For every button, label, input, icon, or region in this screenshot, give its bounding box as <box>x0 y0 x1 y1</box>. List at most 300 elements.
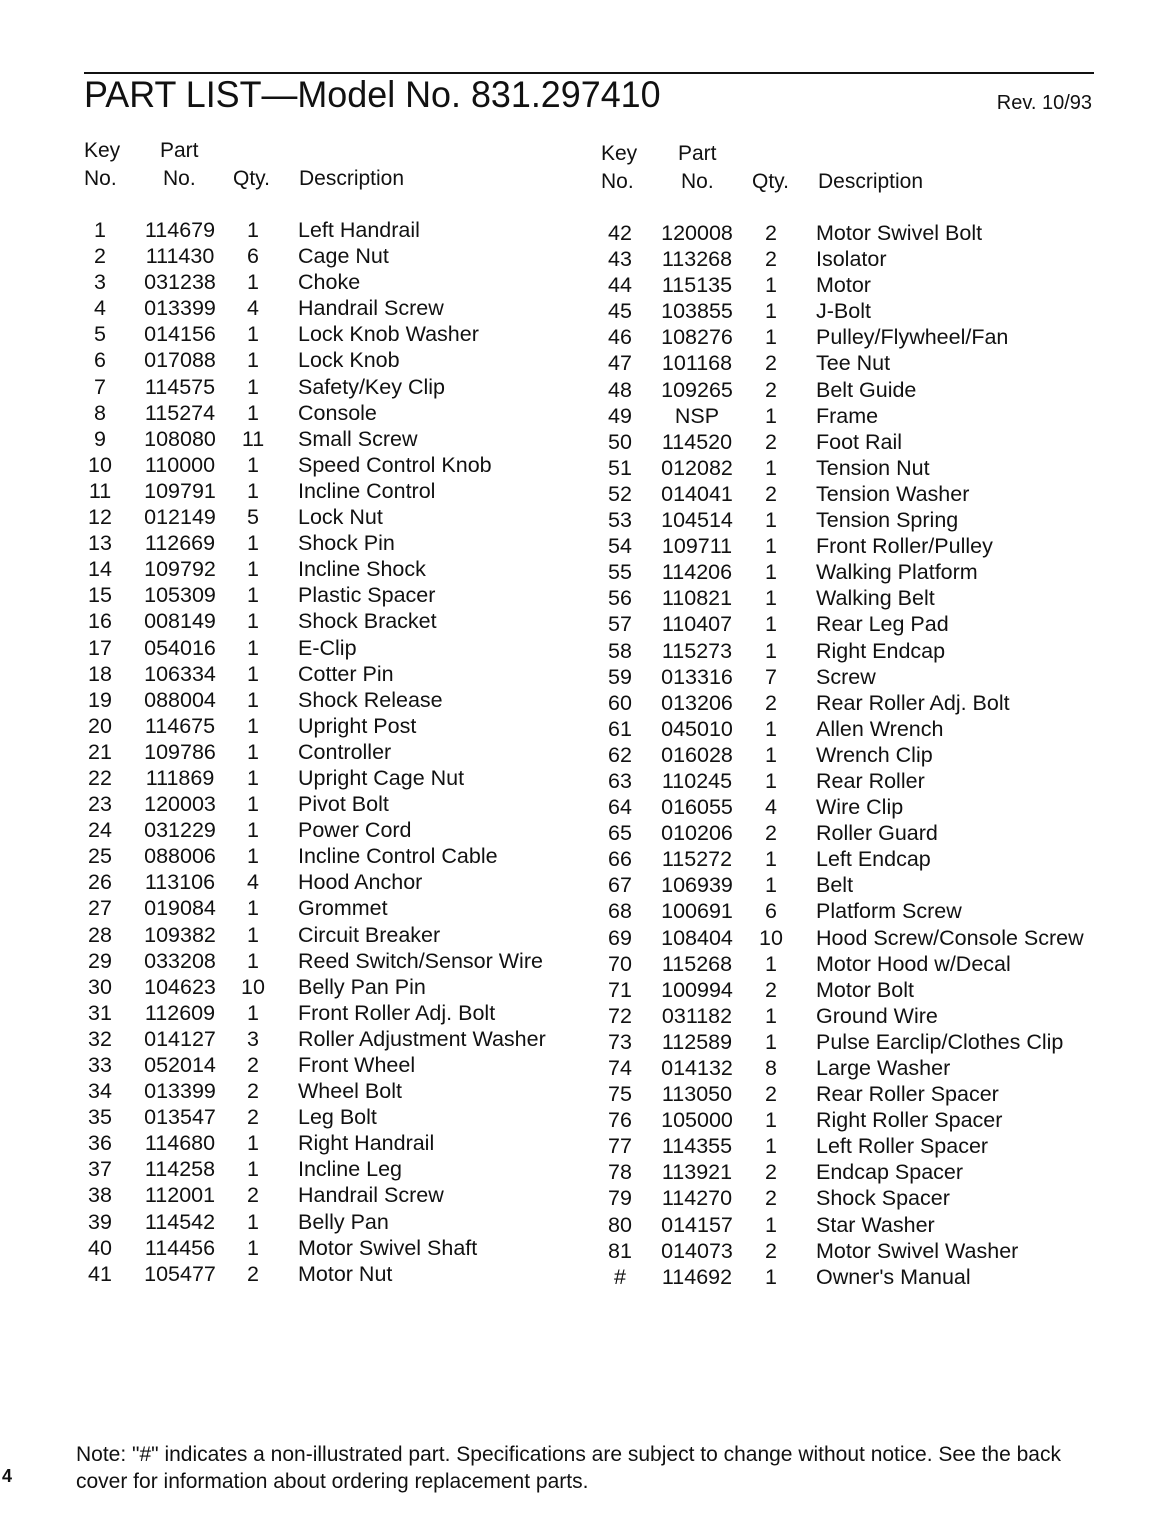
description-cell: Left Roller Spacer <box>816 1134 989 1159</box>
table-row <box>598 664 1118 690</box>
part-number-cell: 114542 <box>144 1209 216 1234</box>
quantity-cell: 1 <box>765 299 777 324</box>
part-number-cell: 113268 <box>661 247 733 272</box>
description-cell: Cotter Pin <box>298 661 394 686</box>
description-cell: Motor <box>816 273 871 298</box>
key-cell: 47 <box>608 351 632 376</box>
part-number-cell: 112669 <box>144 531 216 556</box>
key-cell: 9 <box>94 426 106 451</box>
right-part-header <box>678 140 717 196</box>
quantity-cell: 1 <box>765 742 777 767</box>
part-number-cell: 109786 <box>144 739 216 764</box>
key-cell: 12 <box>88 505 112 530</box>
description-cell: Shock Bracket <box>298 609 437 634</box>
table-row <box>598 716 1118 742</box>
description-cell: Roller Adjustment Washer <box>298 1026 546 1051</box>
table-row <box>80 635 580 661</box>
description-cell: Rear Leg Pad <box>816 612 949 637</box>
description-cell: Foot Rail <box>816 429 903 454</box>
left-part-header <box>160 137 199 193</box>
part-number-cell: 104623 <box>144 974 216 999</box>
quantity-cell: 1 <box>247 739 259 764</box>
quantity-cell: 1 <box>765 560 777 585</box>
description-cell: Wrench Clip <box>816 742 933 767</box>
quantity-cell: 1 <box>247 400 259 425</box>
page-title: PART LIST—Model No. 831.297410 <box>84 74 661 115</box>
key-cell: 66 <box>608 847 632 872</box>
quantity-cell: 2 <box>765 221 777 245</box>
part-number-cell: 109382 <box>144 922 216 947</box>
table-row <box>598 898 1118 924</box>
quantity-cell: 6 <box>247 244 259 269</box>
quantity-cell: 1 <box>247 452 259 477</box>
quantity-cell: 1 <box>765 1134 777 1159</box>
part-number-cell: 115272 <box>661 847 733 872</box>
parts-table-right <box>598 220 1118 1290</box>
part-number-cell: 013399 <box>144 296 216 321</box>
description-cell: Incline Shock <box>298 557 426 582</box>
key-cell: 42 <box>608 221 632 245</box>
key-cell: 19 <box>88 687 112 712</box>
key-cell: 64 <box>608 795 632 820</box>
quantity-cell: 8 <box>765 1056 777 1080</box>
description-cell: Front Wheel <box>298 1053 416 1077</box>
parts-table-left <box>80 217 580 1287</box>
quantity-cell: 1 <box>247 661 259 686</box>
table-row <box>598 272 1118 298</box>
key-cell: 60 <box>608 690 632 715</box>
key-cell: 30 <box>88 974 112 999</box>
quantity-cell: 1 <box>247 922 259 947</box>
description-cell: Incline Leg <box>298 1157 402 1182</box>
table-row <box>80 817 580 843</box>
part-number-cell: 110821 <box>661 586 733 611</box>
table-row <box>80 347 580 373</box>
table-row <box>598 794 1118 820</box>
left-description-header: Description <box>299 167 405 190</box>
quantity-cell: 4 <box>247 870 259 895</box>
description-cell: Plastic Spacer <box>298 583 436 608</box>
table-row <box>598 872 1118 898</box>
key-cell: 18 <box>88 661 112 686</box>
part-number-cell: 114456 <box>144 1235 216 1260</box>
part-number-cell: 031182 <box>661 1003 733 1028</box>
table-row <box>598 220 1118 246</box>
quantity-cell: 2 <box>247 1261 259 1286</box>
part-number-cell: 014073 <box>661 1238 733 1263</box>
table-row <box>598 977 1118 1003</box>
description-cell: Right Roller Spacer <box>816 1108 1003 1133</box>
part-number-cell: 109791 <box>144 478 216 503</box>
table-row <box>80 687 580 713</box>
key-cell: 28 <box>88 922 112 947</box>
description-cell: Right Endcap <box>816 638 946 663</box>
quantity-cell: 1 <box>765 768 777 793</box>
key-cell: 80 <box>608 1212 632 1237</box>
part-number-cell: 113921 <box>661 1160 733 1185</box>
quantity-cell: 1 <box>765 873 777 898</box>
part-number-cell: 012082 <box>661 455 733 480</box>
part-number-cell: 017088 <box>144 348 216 373</box>
description-cell: Rear Roller <box>816 768 925 793</box>
key-cell: 74 <box>608 1056 632 1080</box>
table-row <box>80 452 580 478</box>
key-cell: 5 <box>94 322 106 347</box>
part-number-cell: 105477 <box>144 1261 216 1286</box>
part-number-cell: 112589 <box>661 1029 733 1054</box>
key-cell: 31 <box>88 1000 112 1025</box>
description-cell: Upright Cage Nut <box>298 765 465 790</box>
key-cell: # <box>614 1264 626 1289</box>
description-cell: Motor Swivel Washer <box>816 1238 1019 1263</box>
quantity-cell: 1 <box>247 844 259 869</box>
quantity-cell: 2 <box>247 1079 259 1104</box>
table-row <box>80 1182 580 1208</box>
part-number-cell: 112609 <box>144 1000 216 1025</box>
table-row <box>598 1081 1118 1107</box>
key-cell: 7 <box>94 374 106 399</box>
left-part-header-line2: No. <box>163 167 196 190</box>
quantity-cell: 1 <box>247 687 259 712</box>
quantity-cell: 5 <box>247 505 259 530</box>
key-cell: 39 <box>88 1209 112 1234</box>
right-qty-header: Qty. <box>752 170 789 193</box>
table-row <box>598 481 1118 507</box>
description-cell: Motor Swivel Bolt <box>816 221 983 245</box>
part-number-cell: 110000 <box>144 452 216 477</box>
quantity-cell: 1 <box>765 847 777 872</box>
description-cell: Isolator <box>816 247 887 272</box>
description-cell: Endcap Spacer <box>816 1160 964 1185</box>
description-cell: E-Clip <box>298 635 357 660</box>
part-number-cell: 016028 <box>661 742 733 767</box>
part-number-cell: 111430 <box>145 244 215 269</box>
part-number-cell: 115273 <box>661 638 733 663</box>
table-row <box>598 1159 1118 1185</box>
part-number-cell: NSP <box>674 403 720 428</box>
description-cell: Handrail Screw <box>298 296 444 321</box>
quantity-cell: 1 <box>765 403 777 428</box>
right-key-header-line2: No. <box>601 170 634 193</box>
table-row <box>80 374 580 400</box>
description-cell: Speed Control Knob <box>298 452 492 477</box>
quantity-cell: 4 <box>247 296 259 321</box>
table-row <box>598 1003 1118 1029</box>
part-number-cell: 108404 <box>661 925 733 950</box>
key-cell: 71 <box>608 977 632 1002</box>
table-row <box>80 1078 580 1104</box>
quantity-cell: 2 <box>765 351 777 376</box>
quantity-cell: 1 <box>247 609 259 634</box>
table-row <box>80 1130 580 1156</box>
quantity-cell: 7 <box>765 664 777 689</box>
table-row <box>598 324 1118 350</box>
key-cell: 37 <box>88 1157 112 1182</box>
part-number-cell: 013547 <box>144 1105 216 1130</box>
table-row <box>598 246 1118 272</box>
description-cell: Belt <box>816 873 854 898</box>
key-cell: 56 <box>608 586 632 611</box>
quantity-cell: 2 <box>765 690 777 715</box>
table-row <box>598 1055 1118 1081</box>
table-row <box>80 1209 580 1235</box>
description-cell: Wheel Bolt <box>298 1079 402 1104</box>
description-cell: Motor Hood w/Decal <box>816 951 1011 976</box>
description-cell: Large Washer <box>816 1056 951 1080</box>
description-cell: Roller Guard <box>816 821 938 846</box>
description-cell: Power Cord <box>298 818 412 843</box>
quantity-cell: 1 <box>247 1235 259 1260</box>
quantity-cell: 1 <box>247 818 259 843</box>
right-part-header-line2: No. <box>681 170 714 193</box>
key-cell: 26 <box>88 870 112 895</box>
part-number-cell: 114206 <box>661 560 733 585</box>
table-row <box>80 1235 580 1261</box>
quantity-cell: 1 <box>247 218 259 242</box>
part-number-cell: 105000 <box>661 1108 733 1133</box>
description-cell: Upright Post <box>298 713 417 738</box>
description-cell: Motor Nut <box>298 1261 393 1286</box>
key-cell: 11 <box>88 478 112 503</box>
quantity-cell: 1 <box>247 948 259 973</box>
table-row <box>80 1052 580 1078</box>
quantity-cell: 1 <box>247 374 259 399</box>
key-cell: 36 <box>88 1131 112 1156</box>
description-cell: Belt Guide <box>816 377 917 402</box>
quantity-cell: 4 <box>765 795 777 820</box>
revision-label: Rev. 10/93 <box>996 92 1092 114</box>
table-row <box>80 713 580 739</box>
footer-note: Note: "#" indicates a non-illustrated part. Specifications are subject to change without notice. See the back cover for information about ordering replacement parts. <box>76 1443 1061 1493</box>
key-cell: 62 <box>608 742 632 767</box>
table-row <box>598 403 1118 429</box>
description-cell: Owner's Manual <box>816 1264 971 1289</box>
description-cell: Small Screw <box>298 426 418 451</box>
right-part-header-line1: Part <box>678 142 717 165</box>
part-number-cell: 108080 <box>144 426 216 451</box>
quantity-cell: 2 <box>247 1105 259 1130</box>
part-number-cell: 114692 <box>661 1264 733 1289</box>
part-number-cell: 014127 <box>144 1026 216 1051</box>
description-cell: Left Handrail <box>298 218 420 242</box>
key-cell: 23 <box>88 792 112 817</box>
table-row <box>598 1185 1118 1211</box>
part-number-cell: 031229 <box>144 818 216 843</box>
key-cell: 75 <box>608 1082 632 1107</box>
description-cell: Hood Screw/Console Screw <box>816 925 1084 950</box>
quantity-cell: 2 <box>765 429 777 454</box>
description-cell: Right Handrail <box>298 1131 435 1156</box>
quantity-cell: 1 <box>247 1209 259 1234</box>
left-key-header-line2: No. <box>84 167 117 190</box>
table-row <box>80 530 580 556</box>
quantity-cell: 2 <box>765 821 777 846</box>
key-cell: 44 <box>608 273 632 298</box>
part-number-cell: 013399 <box>144 1079 216 1104</box>
key-cell: 1 <box>94 218 106 242</box>
key-cell: 43 <box>608 247 632 272</box>
key-cell: 61 <box>608 716 632 741</box>
table-row <box>80 948 580 974</box>
key-cell: 25 <box>88 844 112 869</box>
part-number-cell: 109265 <box>661 377 733 402</box>
description-cell: Lock Knob Washer <box>298 322 479 347</box>
quantity-cell: 2 <box>765 1238 777 1263</box>
key-cell: 48 <box>608 377 632 402</box>
part-number-cell: 033208 <box>144 948 216 973</box>
key-cell: 16 <box>88 609 112 634</box>
part-number-cell: 016055 <box>661 795 733 820</box>
key-cell: 20 <box>88 713 112 738</box>
part-number-cell: 013206 <box>661 690 733 715</box>
table-row <box>598 951 1118 977</box>
quantity-cell: 1 <box>765 612 777 637</box>
part-number-cell: 115135 <box>661 273 733 298</box>
key-cell: 73 <box>608 1029 632 1054</box>
key-cell: 67 <box>608 873 632 898</box>
part-number-cell: 114520 <box>661 429 733 454</box>
description-cell: Hood Anchor <box>298 870 423 895</box>
quantity-cell: 1 <box>765 1264 777 1289</box>
description-cell: Walking Belt <box>816 586 935 611</box>
part-number-cell: 109792 <box>144 557 216 582</box>
part-number-cell: 031238 <box>144 270 216 295</box>
table-row <box>80 504 580 530</box>
quantity-cell: 1 <box>247 896 259 921</box>
quantity-cell: 1 <box>247 478 259 503</box>
quantity-cell: 2 <box>765 1082 777 1107</box>
quantity-cell: 2 <box>765 481 777 506</box>
part-number-cell: 010206 <box>661 821 733 846</box>
key-cell: 54 <box>608 534 632 559</box>
part-number-cell: 088006 <box>144 844 216 869</box>
table-row <box>598 768 1118 794</box>
table-row <box>80 478 580 504</box>
part-number-cell: 110407 <box>661 612 733 637</box>
table-row <box>598 1238 1118 1264</box>
table-row <box>80 843 580 869</box>
quantity-cell: 1 <box>247 531 259 556</box>
table-row <box>598 638 1118 664</box>
table-row <box>80 1261 580 1287</box>
part-number-cell: 054016 <box>144 635 216 660</box>
description-cell: Shock Spacer <box>816 1186 950 1211</box>
key-cell: 21 <box>88 739 112 764</box>
key-cell: 24 <box>88 818 112 843</box>
page-number: 4 <box>2 1466 13 1486</box>
part-number-cell: 112001 <box>144 1183 216 1208</box>
description-cell: Shock Release <box>298 687 443 712</box>
part-number-cell: 114575 <box>144 374 216 399</box>
key-cell: 29 <box>88 948 112 973</box>
key-cell: 70 <box>608 951 632 976</box>
left-key-header <box>84 137 120 193</box>
key-cell: 59 <box>608 664 632 689</box>
description-cell: Console <box>298 400 377 425</box>
quantity-cell: 2 <box>765 1160 777 1185</box>
part-number-cell: 013316 <box>661 664 733 689</box>
table-row <box>598 559 1118 585</box>
table-row <box>598 925 1118 951</box>
quantity-cell: 11 <box>241 426 265 451</box>
quantity-cell: 10 <box>241 974 265 999</box>
table-row <box>80 400 580 426</box>
quantity-cell: 1 <box>765 586 777 611</box>
part-number-cell: 114270 <box>661 1186 733 1211</box>
quantity-cell: 1 <box>247 1000 259 1025</box>
key-cell: 77 <box>608 1134 632 1159</box>
quantity-cell: 1 <box>247 348 259 373</box>
part-number-cell: 115274 <box>144 400 216 425</box>
quantity-cell: 1 <box>765 1003 777 1028</box>
quantity-cell: 1 <box>765 1029 777 1054</box>
quantity-cell: 1 <box>765 455 777 480</box>
description-cell: Lock Knob <box>298 348 400 373</box>
table-row <box>80 556 580 582</box>
quantity-cell: 1 <box>765 1212 777 1237</box>
description-cell: Motor Bolt <box>816 977 914 1002</box>
description-cell: Safety/Key Clip <box>298 374 445 399</box>
part-number-cell: 111869 <box>145 765 215 790</box>
description-cell: Front Roller/Pulley <box>816 534 993 559</box>
description-cell: Wire Clip <box>816 795 904 820</box>
quantity-cell: 1 <box>247 583 259 608</box>
table-row <box>80 243 580 269</box>
part-number-cell: 106334 <box>144 661 216 686</box>
table-row <box>80 217 580 243</box>
table-row <box>80 1000 580 1026</box>
quantity-cell: 1 <box>247 1131 259 1156</box>
part-number-cell: 114675 <box>144 713 216 738</box>
table-row <box>80 295 580 321</box>
table-row <box>80 661 580 687</box>
description-cell: Pulley/Flywheel/Fan <box>816 325 1009 350</box>
quantity-cell: 1 <box>247 1157 259 1182</box>
description-cell: Leg Bolt <box>298 1105 377 1130</box>
table-row <box>598 1029 1118 1055</box>
table-row <box>80 1156 580 1182</box>
quantity-cell: 1 <box>765 638 777 663</box>
part-number-cell: 113106 <box>144 870 216 895</box>
quantity-cell: 1 <box>765 273 777 298</box>
description-cell: Tension Nut <box>816 455 930 480</box>
part-number-cell: 114679 <box>144 218 216 242</box>
quantity-cell: 1 <box>247 635 259 660</box>
description-cell: Rear Roller Spacer <box>816 1082 999 1107</box>
key-cell: 63 <box>608 768 632 793</box>
part-number-cell: 101168 <box>661 351 733 376</box>
description-cell: Tee Nut <box>816 351 891 376</box>
quantity-cell: 1 <box>765 951 777 976</box>
table-row <box>598 1264 1118 1290</box>
part-number-cell: 108276 <box>661 325 733 350</box>
description-cell: Rear Roller Adj. Bolt <box>816 690 1010 715</box>
description-cell: J-Bolt <box>816 299 871 324</box>
description-cell: Platform Screw <box>816 899 962 924</box>
key-cell: 14 <box>88 557 112 582</box>
part-number-cell: 014041 <box>661 481 733 506</box>
quantity-cell: 2 <box>765 977 777 1002</box>
key-cell: 46 <box>608 325 632 350</box>
part-number-cell: 052014 <box>144 1053 216 1077</box>
quantity-cell: 1 <box>247 765 259 790</box>
description-cell: Star Washer <box>816 1212 935 1237</box>
key-cell: 33 <box>88 1053 112 1077</box>
description-cell: Grommet <box>298 896 388 921</box>
description-cell: Shock Pin <box>298 531 395 556</box>
key-cell: 55 <box>608 560 632 585</box>
quantity-cell: 1 <box>765 508 777 533</box>
